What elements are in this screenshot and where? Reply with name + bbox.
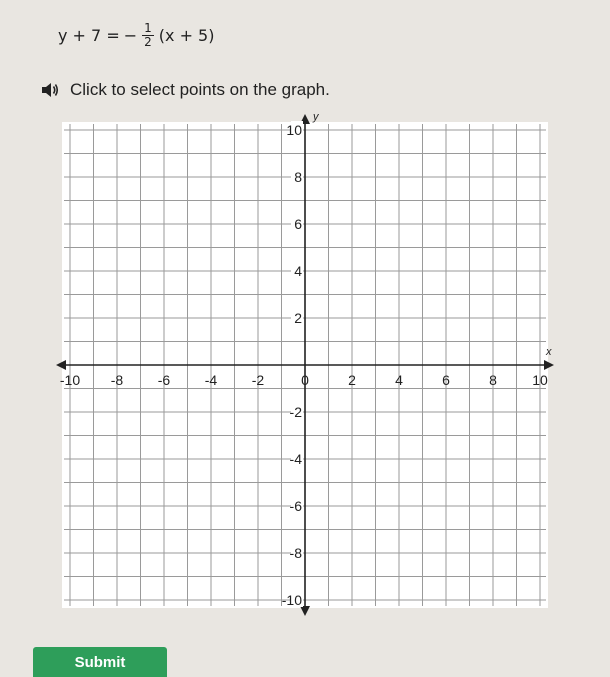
prompt-text: Click to select points on the graph. — [70, 80, 330, 99]
y-tick-label: -6 — [289, 498, 302, 514]
prompt-row — [40, 80, 330, 100]
equation-lhs: y + 7 = — [58, 26, 120, 45]
x-tick-label: 8 — [489, 372, 497, 388]
y-tick-label: -8 — [289, 545, 302, 561]
y-tick-label: 4 — [294, 263, 302, 279]
equation-rhs-tail: (x + 5) — [158, 26, 215, 45]
fraction-numerator: 1 — [144, 21, 152, 35]
x-tick-label: -4 — [204, 372, 218, 388]
x-tick-label: -2 — [251, 372, 265, 388]
y-tick-label: 2 — [294, 310, 302, 326]
x-axis-arrow-right — [544, 360, 554, 370]
x-tick-label: 4 — [395, 372, 403, 388]
y-tick-label: -2 — [289, 404, 302, 420]
x-tick-label: 10 — [532, 372, 548, 388]
equation-sign: − — [123, 26, 138, 45]
coordinate-graph[interactable] — [59, 111, 570, 625]
y-tick-label: -4 — [289, 451, 302, 467]
equation — [58, 22, 214, 49]
speaker-icon[interactable] — [40, 80, 60, 100]
x-tick-label: 0 — [301, 372, 309, 388]
y-axis-label: y — [313, 111, 319, 123]
x-axis-label: x — [546, 346, 552, 358]
fraction-denominator: 2 — [144, 35, 152, 49]
graph-canvas[interactable] — [59, 111, 570, 625]
y-tick-label: -10 — [281, 592, 302, 608]
x-tick-label: -8 — [110, 372, 124, 388]
y-tick-label: 6 — [294, 216, 302, 232]
x-tick-label: 6 — [442, 372, 450, 388]
x-axis-arrow-left — [56, 360, 66, 370]
x-tick-label: -6 — [157, 372, 171, 388]
equation-fraction — [142, 22, 154, 49]
submit-button[interactable]: Submit — [33, 647, 167, 677]
x-tick-label: 2 — [348, 372, 356, 388]
y-tick-label: 8 — [294, 169, 302, 185]
y-tick-label: 10 — [286, 122, 302, 138]
x-tick-label: -10 — [59, 372, 81, 388]
